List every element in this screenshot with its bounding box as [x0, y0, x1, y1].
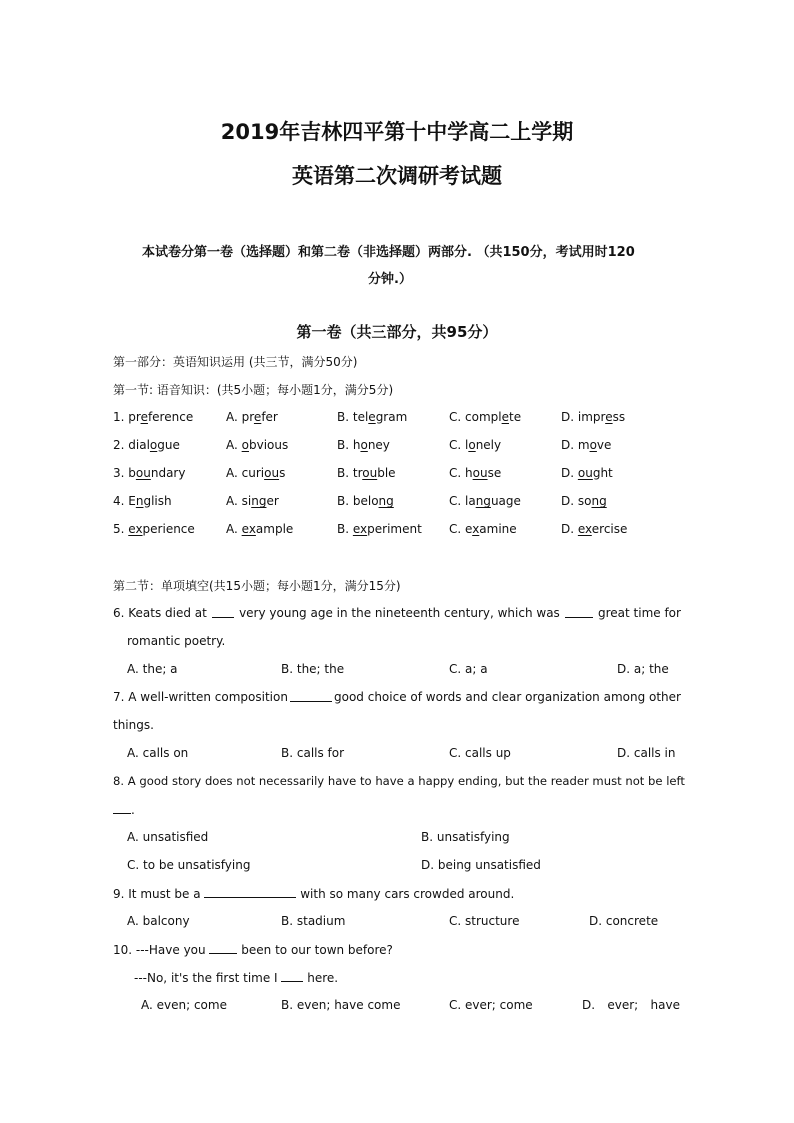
- q6-option-b: B. the; the: [281, 662, 345, 676]
- phonetics-option: D. impress: [561, 410, 626, 424]
- q8-tail: .: [131, 803, 135, 817]
- phonetics-word: 1. preference: [113, 410, 194, 424]
- q9-option-b: B. stadium: [281, 914, 346, 928]
- phonetics-option: D. move: [561, 438, 612, 452]
- q6-text-c: great time for: [597, 606, 681, 620]
- question-8: 8. A good story does not necessarily have to have a happy ending, but the reader must not be left: [113, 774, 685, 788]
- part1-heading: 第一部分：英语知识运用 (共三节，满分50分): [113, 355, 358, 369]
- q9-option-c: C. structure: [449, 914, 520, 928]
- q9-text-b: with so many cars crowded around.: [300, 887, 515, 901]
- q7-option-a: A. calls on: [127, 746, 189, 760]
- q8-line-2: [113, 802, 135, 817]
- phonetics-option: C. examine: [449, 522, 517, 536]
- phonetics-option: C. house: [449, 466, 502, 480]
- q10-option-d-word2: have: [650, 998, 680, 1012]
- q7-text-b: good choice of words and clear organization among other: [334, 690, 681, 704]
- q10-text-a: 10. ---Have you: [113, 943, 206, 957]
- q10-option-b: B. even; have come: [281, 998, 401, 1012]
- phonetics-option: D. exercise: [561, 522, 628, 536]
- q7-blank: [290, 690, 332, 702]
- phonetics-option: D. song: [561, 494, 607, 508]
- q6-option-c: C. a; a: [449, 662, 488, 676]
- volume-title: 第一卷（共三部分，共95分）: [296, 323, 498, 341]
- q6-blank-2: [565, 606, 593, 618]
- phonetics-option: C. language: [449, 494, 521, 508]
- phonetics-option: A. prefer: [226, 410, 278, 424]
- q6-line-2: romantic poetry.: [127, 634, 226, 648]
- phonetics-option: B. experiment: [337, 522, 422, 536]
- phonetics-option: B. honey: [337, 438, 390, 452]
- exam-subtitle: 英语第二次调研考试题: [292, 164, 502, 188]
- q7-line-2: things.: [113, 718, 154, 732]
- q6-text-a: 6. Keats died at: [113, 606, 207, 620]
- q9-blank: [204, 886, 296, 898]
- q6-option-a: A. the; a: [127, 662, 178, 676]
- q7-option-c: C. calls up: [449, 746, 511, 760]
- section1-heading: 第一节: 语音知识：(共5小题；每小题1分，满分5分): [113, 383, 394, 397]
- q9-text-a: 9. It must be a: [113, 887, 201, 901]
- phonetics-option: B. telegram: [337, 410, 408, 424]
- q8-option-b: B. unsatisfying: [421, 830, 510, 844]
- phonetics-option: A. obvious: [226, 438, 289, 452]
- question-10: [113, 942, 393, 957]
- question-9: [113, 886, 514, 901]
- exam-title: 2019年吉林四平第十中学高二上学期: [220, 120, 574, 144]
- phonetics-option: A. singer: [226, 494, 279, 508]
- q8-option-d: D. being unsatisfied: [421, 858, 541, 872]
- phonetics-word: 4. English: [113, 494, 172, 508]
- q9-option-a: A. balcony: [127, 914, 190, 928]
- question-6: [113, 606, 681, 620]
- phonetics-option: A. example: [226, 522, 294, 536]
- phonetics-option: C. complete: [449, 410, 522, 424]
- intro-line-1: 本试卷分第一卷（选择题）和第二卷（非选择题）两部分. （共150分，考试用时120: [142, 245, 635, 260]
- q10-text-c: ---No, it's the first time I: [134, 971, 278, 985]
- q6-text-b: very young age in the nineteenth century, which was: [239, 606, 560, 620]
- phonetics-word: 3. boundary: [113, 466, 186, 480]
- phonetics-option: C. lonely: [449, 438, 502, 452]
- q7-option-b: B. calls for: [281, 746, 345, 760]
- q10-option-d-word1: ever;: [607, 998, 639, 1012]
- q6-blank-1: [212, 606, 234, 618]
- q10-line-2: [134, 970, 338, 985]
- q10-blank-1: [209, 942, 237, 954]
- q10-option-a: A. even; come: [141, 998, 227, 1012]
- q10-blank-2: [281, 970, 303, 982]
- q10-text-d: here.: [307, 971, 339, 985]
- q7-text-a: 7. A well-written composition: [113, 690, 288, 704]
- intro-line-2: 分钟.）: [368, 272, 412, 287]
- q10-text-b: been to our town before?: [241, 943, 393, 957]
- q8-option-a: A. unsatisfied: [127, 830, 209, 844]
- q9-option-d: D. concrete: [589, 914, 659, 928]
- question-7: [113, 690, 681, 704]
- q10-option-c: C. ever; come: [449, 998, 533, 1012]
- phonetics-option: B. trouble: [337, 466, 396, 480]
- section2-heading: 第二节：单项填空(共15小题；每小题1分，满分15分): [113, 579, 401, 593]
- q7-option-d: D. calls in: [617, 746, 676, 760]
- q6-option-d: D. a; the: [617, 662, 669, 676]
- q10-option-d: [582, 998, 680, 1012]
- q8-blank: [113, 802, 131, 814]
- phonetics-word: 5. experience: [113, 522, 195, 536]
- q8-option-c: C. to be unsatisfying: [127, 858, 251, 872]
- phonetics-option: D. ought: [561, 466, 613, 480]
- phonetics-option: B. belong: [337, 494, 394, 508]
- phonetics-option: A. curious: [226, 466, 286, 480]
- phonetics-word: 2. dialogue: [113, 438, 180, 452]
- q10-option-d-label: D.: [582, 998, 596, 1012]
